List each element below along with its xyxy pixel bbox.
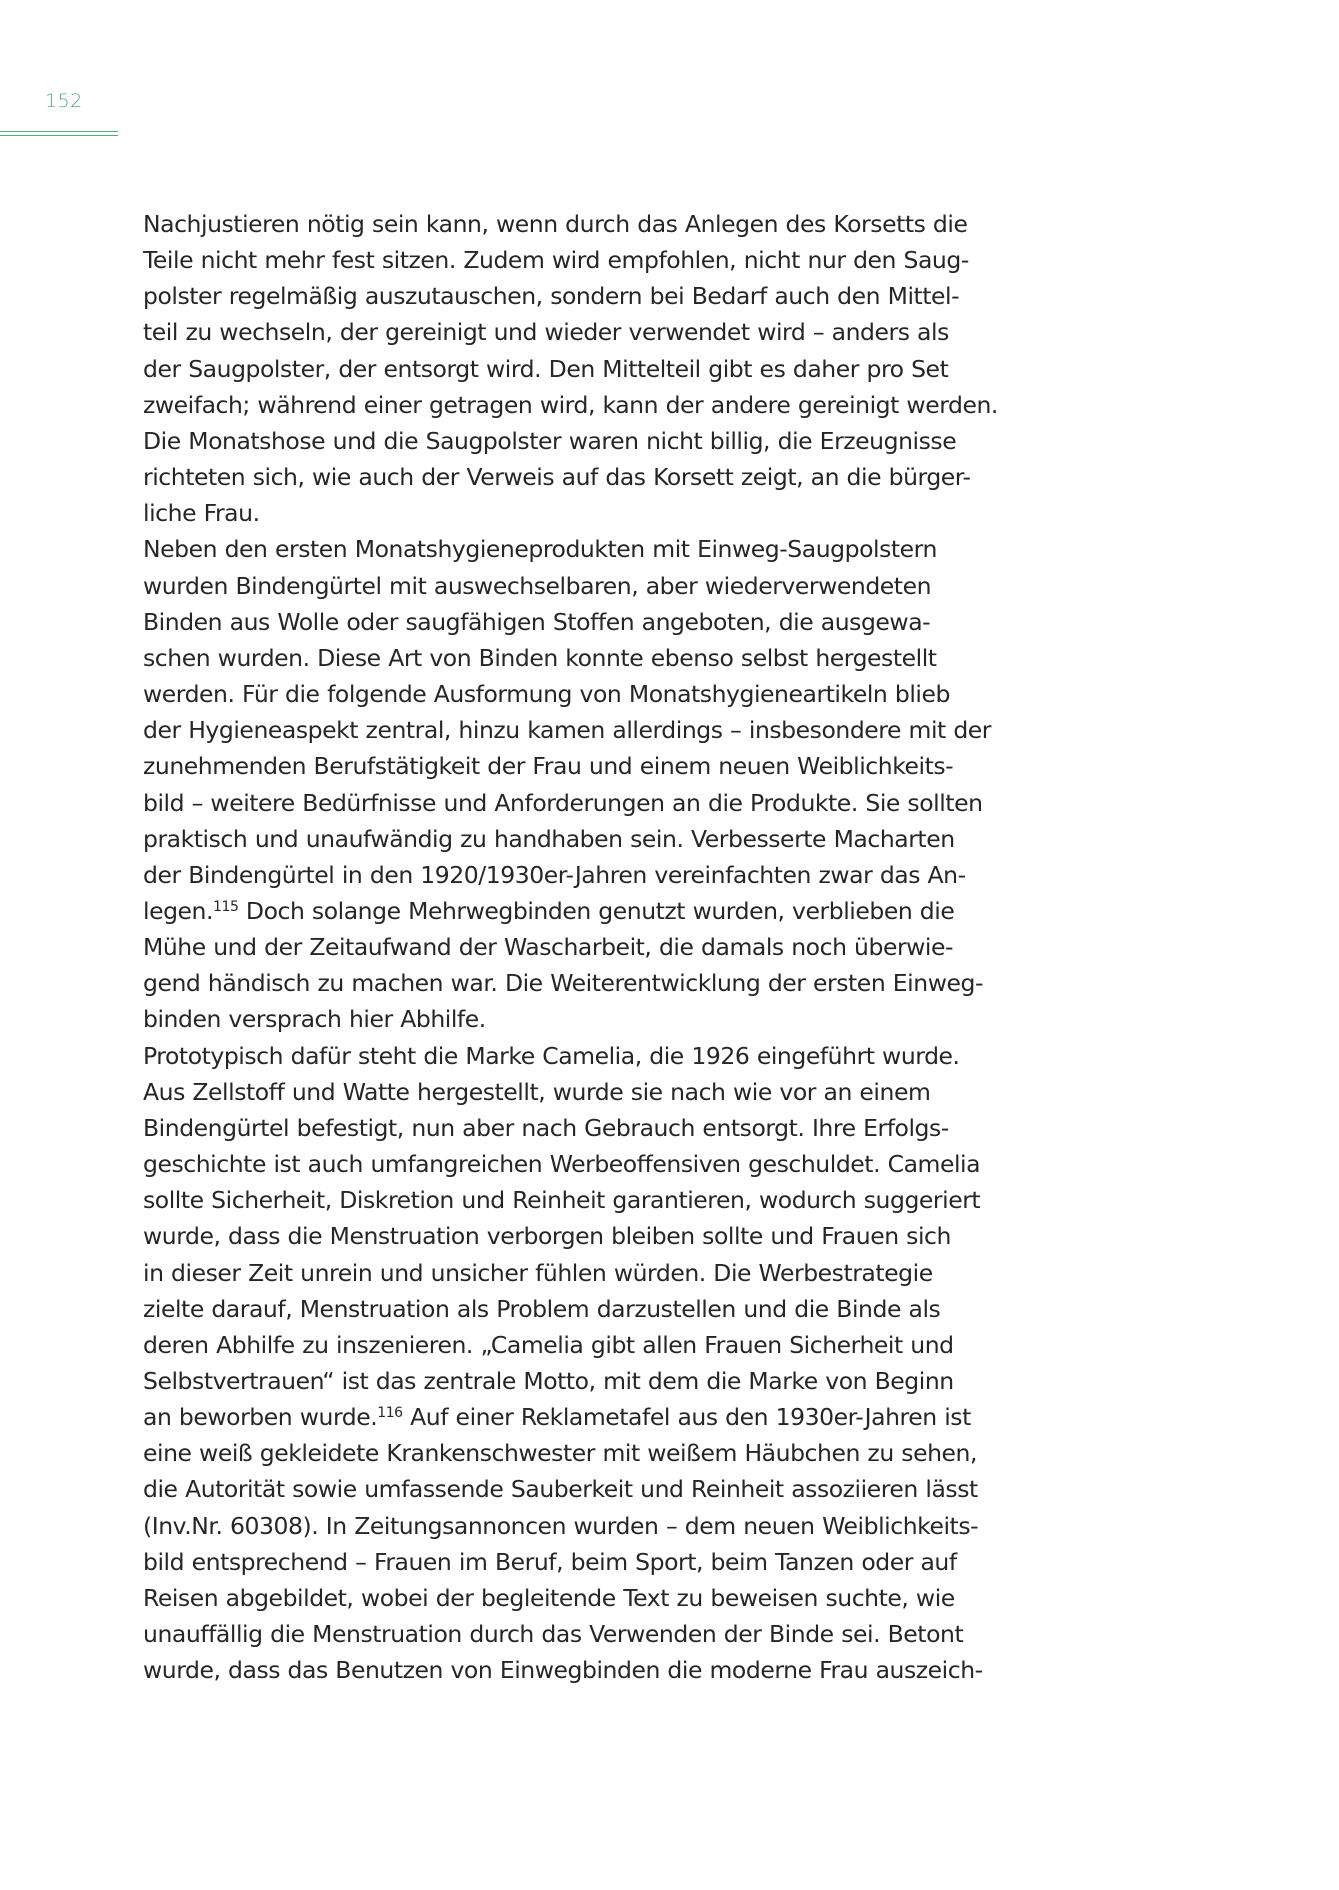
text-line: sollte Sicherheit, Diskretion und Reinheit garantieren, wodurch suggeriert — [143, 1186, 981, 1215]
header-rule-top — [0, 131, 118, 132]
header-rule-bottom — [0, 135, 118, 136]
text-line: wurde, dass das Benutzen von Einwegbinden die moderne Frau auszeich- — [143, 1656, 983, 1685]
text-segment: an beworben wurde. — [143, 1403, 378, 1432]
text-line: der Saugpolster, der entsorgt wird. Den Mittelteil gibt es daher pro Set — [143, 354, 949, 383]
text-line: der Bindengürtel in den 1920/1930er-Jahren vereinfachten zwar das An- — [143, 860, 966, 889]
text-line: teil zu wechseln, der gereinigt und wieder verwendet wird – anders als — [143, 318, 949, 347]
text-line-with-footnote — [143, 893, 1043, 929]
text-line: eine weiß gekleidete Krankenschwester mit weißem Häubchen zu sehen, — [143, 1439, 977, 1468]
text-line: unauffällig die Menstruation durch das Verwenden der Binde sei. Betont — [143, 1620, 964, 1649]
text-line: Neben den ersten Monatshygieneprodukten mit Einweg-Saugpolstern — [143, 535, 937, 564]
text-line: bild entsprechend – Frauen im Beruf, beim Sport, beim Tanzen oder auf — [143, 1547, 957, 1576]
text-segment: Doch solange Mehrwegbinden genutzt wurden, verblieben die — [238, 896, 955, 925]
text-line: schen wurden. Diese Art von Binden konnte ebenso selbst hergestellt — [143, 643, 937, 672]
text-line: in dieser Zeit unrein und unsicher fühlen würden. Die Werbestrategie — [143, 1258, 933, 1287]
text-line: bild – weitere Bedürfnisse und Anforderungen an die Produkte. Sie sollten — [143, 788, 983, 817]
footnote-ref-116: 116 — [377, 1405, 403, 1422]
text-line: Die Monatshose und die Saugpolster waren nicht billig, die Erzeugnisse — [143, 426, 957, 455]
text-line: Reisen abgebildet, wobei der begleitende Text zu beweisen suchte, wie — [143, 1583, 955, 1612]
text-segment: legen. — [143, 896, 214, 925]
text-line: richteten sich, wie auch der Verweis auf das Korsett zeigt, an die bürger- — [143, 463, 971, 492]
text-line: der Hygieneaspekt zentral, hinzu kamen allerdings – insbesondere mit der — [143, 716, 992, 745]
text-line: zielte darauf, Menstruation als Problem darzustellen und die Binde als — [143, 1294, 941, 1323]
text-line: Selbstvertrauen“ ist das zentrale Motto, mit dem die Marke von Beginn — [143, 1367, 954, 1395]
text-line: binden versprach hier Abhilfe. — [143, 1005, 486, 1034]
text-line: zunehmenden Berufstätigkeit der Frau und einem neuen Weiblichkeits- — [143, 752, 954, 781]
text-line: Binden aus Wolle oder saugfähigen Stoffen angeboten, die ausgewa- — [143, 607, 931, 636]
text-line-with-footnote — [143, 1399, 1043, 1435]
text-line: (Inv.Nr. 60308). In Zeitungsannoncen wurden – dem neuen Weiblichkeits- — [143, 1511, 979, 1540]
text-line: liche Frau. — [143, 499, 260, 528]
text-line: zweifach; während einer getragen wird, kann der andere gereinigt werden. — [143, 390, 998, 419]
text-line: Bindengürtel befestigt, nun aber nach Gebrauch entsorgt. Ihre Erfolgs- — [143, 1113, 949, 1142]
body-text — [143, 206, 1043, 1688]
text-line: deren Abhilfe zu inszenieren. „Camelia gibt allen Frauen Sicherheit und — [143, 1330, 954, 1359]
text-line: Nachjustieren nötig sein kann, wenn durch das Anlegen des Korsetts die — [143, 210, 968, 238]
text-line: werden. Für die folgende Ausformung von Monatshygieneartikeln blieb — [143, 680, 950, 709]
text-line: Aus Zellstoff und Watte hergestellt, wurde sie nach wie vor an einem — [143, 1077, 931, 1106]
text-segment: Auf einer Reklametafel aus den 1930er-Jahren ist — [402, 1403, 971, 1432]
text-line: gend händisch zu machen war. Die Weiterentwicklung der ersten Einweg- — [143, 969, 983, 998]
footnote-ref-115: 115 — [213, 898, 239, 915]
text-line: Prototypisch dafür steht die Marke Camelia, die 1926 eingeführt wurde. — [143, 1041, 960, 1070]
text-line: Teile nicht mehr fest sitzen. Zudem wird empfohlen, nicht nur den Saug- — [143, 246, 969, 275]
text-line: geschichte ist auch umfangreichen Werbeoffensiven geschuldet. Camelia — [143, 1150, 981, 1179]
text-line: die Autorität sowie umfassende Sauberkeit und Reinheit assoziieren lässt — [143, 1475, 978, 1504]
text-line: wurden Bindengürtel mit auswechselbaren, aber wiederverwendeten — [143, 571, 932, 600]
text-line: praktisch und unaufwändig zu handhaben sein. Verbesserte Macharten — [143, 824, 955, 853]
page-number: 152 — [45, 90, 83, 112]
text-line: polster regelmäßig auszutauschen, sondern bei Bedarf auch den Mittel- — [143, 282, 960, 311]
text-line: Mühe und der Zeitaufwand der Wascharbeit, die damals noch überwie- — [143, 933, 954, 962]
text-line: wurde, dass die Menstruation verborgen bleiben sollte und Frauen sich — [143, 1222, 951, 1251]
